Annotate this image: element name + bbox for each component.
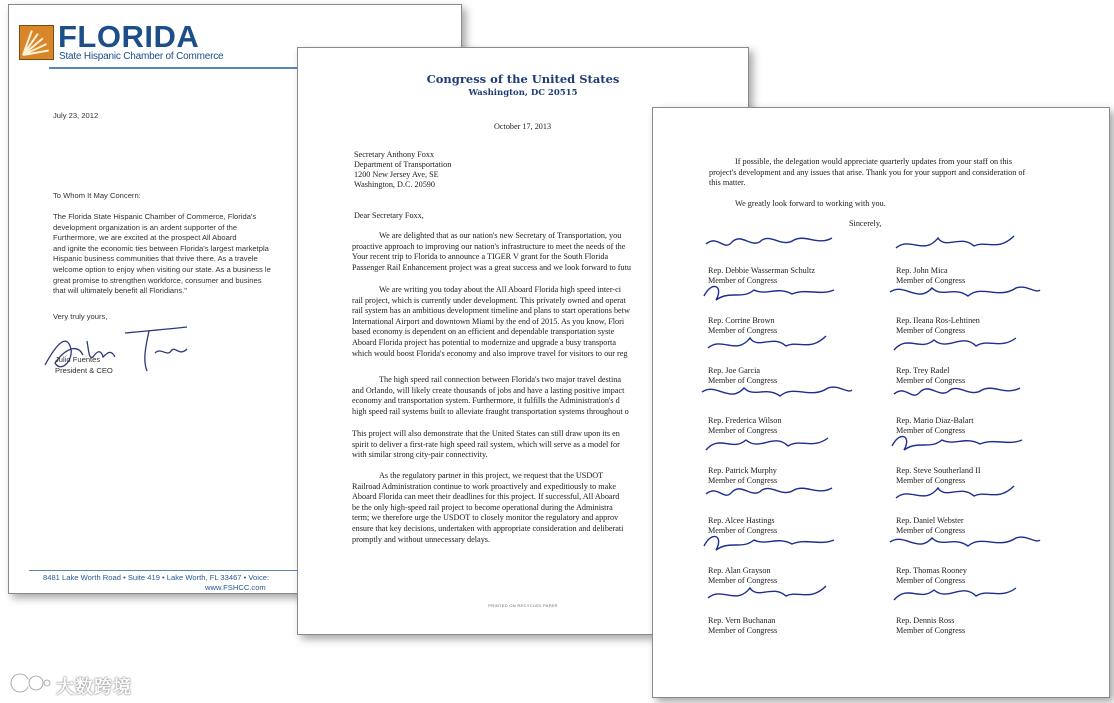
signer-name: Rep. Daniel Webster: [896, 516, 964, 525]
paragraph-line: proactive approach to improving our nation's infrastructure to meet the needs of the: [352, 241, 626, 251]
signer-role: Member of Congress: [896, 326, 966, 335]
handwritten-signature: [890, 277, 1040, 311]
handwritten-signature: [890, 227, 1040, 261]
paragraph-line: Your recent trip to Florida to announce a TIGER V grant for the South Florida: [352, 252, 609, 262]
watermark-text: 大数跨境: [56, 677, 132, 698]
paragraph-line: based economy is dependent on an efficient and dependable transportation syste: [352, 327, 615, 337]
handwritten-signature: [702, 327, 852, 361]
letter-date: July 23, 2012: [53, 111, 99, 120]
paragraph-line: As the regulatory partner in this project, we request that the USDOT: [379, 471, 604, 480]
signer-name: Rep. Ileana Ros-Lehtinen: [896, 316, 980, 325]
address-line: Washington, D.C. 20590: [354, 180, 435, 189]
signer-role: Member of Congress: [708, 526, 778, 535]
footer-address: 8481 Lake Worth Road • Suite 419 • Lake Worth, FL 33467 • Voice:: [43, 573, 270, 582]
salutation: Dear Secretary Foxx,: [354, 211, 424, 220]
paragraph-line: with similar strong city-pair connectivity.: [352, 450, 488, 460]
closing: Very truly yours,: [53, 312, 108, 321]
signer-name: Rep. John Mica: [896, 266, 948, 275]
signer-role: Member of Congress: [896, 526, 966, 535]
body-line: that will ultimately benefit all Floridians.": [53, 286, 187, 296]
paragraph-line: If possible, the delegation would appreciate quarterly updates from your staff on this: [735, 157, 1013, 166]
signer-name: Rep. Frederica Wilson: [708, 416, 782, 425]
handwritten-signature: [702, 377, 852, 411]
signer-role: Member of Congress: [708, 276, 778, 285]
salutation: To Whom It May Concern:: [53, 191, 141, 200]
handwritten-signature: [890, 477, 1040, 511]
signer-role: Member of Congress: [708, 576, 778, 585]
signer-name: Rep. Corrine Brown: [708, 316, 775, 325]
paragraph-line: Passenger Rail Enhancement project was a great success and we look forward to futu: [352, 262, 631, 272]
paragraph-line: ensure that key decisions, undertaken with appropriate consideration and deliberati: [352, 523, 624, 533]
signatures-page: [652, 107, 1110, 698]
signer-role: Member of Congress: [896, 426, 966, 435]
handwritten-signature: [702, 427, 852, 461]
signer-role: Member of Congress: [896, 576, 966, 585]
sincerely: Sincerely,: [849, 219, 882, 228]
signer-name: Rep. Joe Garcia: [708, 366, 761, 375]
paragraph-line: and Orlando, will likely create thousands of jobs and have a lasting positive impact: [352, 385, 625, 395]
paragraph-line: be the only high-speed rail project to become operational during the Administra: [352, 502, 613, 512]
paragraph-line: which would boost Florida's economy and also improve travel for visitors to our reg: [352, 348, 628, 358]
logo-title: FLORIDA: [58, 19, 200, 54]
signer-name: Rep. Debbie Wasserman Schultz: [708, 266, 815, 275]
paragraph-line: The high speed rail connection between Florida's two major travel destina: [379, 375, 622, 384]
body-line: and ignite the economic ties between Florida's largest marketpla: [53, 243, 269, 253]
signer-name: Rep. Alcee Hastings: [708, 516, 775, 525]
signer-role: Member of Congress: [896, 276, 966, 285]
closing-sentence: We greatly look forward to working with you.: [735, 199, 886, 208]
signer-name: Rep. Patrick Murphy: [708, 466, 777, 475]
handwritten-signature: [702, 477, 852, 511]
body-line: Hispanic business communities that thrive there. As a travele: [53, 254, 258, 264]
paragraph-line: spirit to deliver a first-rate high speed rail system, which will serve as a model for: [352, 439, 620, 449]
handwritten-signature: [890, 527, 1040, 561]
address-line: 1200 New Jersey Ave, SE: [354, 170, 439, 179]
handwritten-signature: [702, 577, 852, 611]
signer-role: Member of Congress: [708, 476, 778, 485]
paragraph-line: this matter.: [709, 178, 746, 188]
handwritten-signature: [890, 377, 1040, 411]
signer-name: Rep. Alan Grayson: [708, 566, 771, 575]
signer-role: Member of Congress: [708, 376, 778, 385]
body-line: welcome option to enjoy when visiting our state. As a business le: [53, 264, 271, 274]
address-line: Secretary Anthony Foxx: [354, 150, 435, 159]
signer-role: Member of Congress: [708, 426, 778, 435]
letterhead-subtitle: Washington, DC 20515: [468, 88, 578, 98]
signer-title: President & CEO: [55, 366, 113, 375]
body-line: The Florida State Hispanic Chamber of Commerce, Florida's: [53, 212, 257, 221]
signer-role: Member of Congress: [708, 326, 778, 335]
handwritten-signature: [890, 427, 1040, 461]
signer-name: Rep. Steve Southerland II: [896, 466, 981, 475]
paragraph-line: International Airport and downtown Miami by the end of 2015. As you know, Flori: [352, 316, 625, 326]
signer-name: Rep. Vern Buchanan: [708, 616, 776, 625]
watermark-logo-icon: [8, 670, 52, 696]
paragraph-line: promptly and without unnecessary delays.: [352, 534, 491, 544]
paragraph-line: Aboard Florida can meet their deadlines for this project. If successful, All Aboard: [352, 492, 620, 502]
body-line: development organization is an ardent supporter of the: [53, 222, 238, 232]
footer-website: www.FSHCC.com: [205, 583, 266, 592]
body-line: Furthermore, we are excited at the prospect All Aboard: [53, 233, 237, 243]
signer-role: Member of Congress: [896, 626, 966, 635]
signer-role: Member of Congress: [896, 476, 966, 485]
florida-sun-logo-icon: [19, 25, 54, 60]
handwritten-signature: [890, 577, 1040, 611]
logo-subtitle: State Hispanic Chamber of Commerce: [59, 51, 224, 62]
signature-block: [708, 585, 888, 635]
signer-role: Member of Congress: [896, 376, 966, 385]
recycled-paper-note: PRINTED ON RECYCLED PAPER: [488, 603, 558, 608]
paragraph-line: Railroad Administration continue to work proactively and expeditiously to make: [352, 481, 616, 491]
signer-name: Rep. Trey Radel: [896, 366, 950, 375]
letterhead-title: Congress of the United States: [426, 72, 620, 86]
paragraph-line: rail project, which is currently under development. This privately owned and operat: [352, 295, 626, 305]
paragraph-line: We are writing you today about the All Aboard Florida high speed inter-ci: [379, 285, 622, 294]
paragraph-line: We are delighted that as our nation's new Secretary of Transportation, you: [379, 231, 622, 240]
signer-name: Julio Fuentes: [55, 355, 101, 364]
handwritten-signature: [702, 527, 852, 561]
body-line: great promise to strengthen workforce, consumer and busines: [53, 275, 262, 285]
signer-name: Rep. Mario Diaz-Balart: [896, 416, 974, 425]
signature-block: [896, 585, 1076, 635]
handwritten-signature: [890, 327, 1040, 361]
letter-date: October 17, 2013: [494, 122, 552, 131]
paragraph-line: rail system has an ambitious development timeline and plans to start operations betw: [352, 306, 630, 316]
closing-paragraph: [709, 157, 1057, 189]
signer-name: Rep. Dennis Ross: [896, 616, 955, 625]
signer-role: Member of Congress: [708, 626, 778, 635]
paragraph-line: term; we therefore urge the USDOT to closely monitor the regulatory and approv: [352, 513, 619, 523]
paragraph-line: project's development and any issues that arise. Thank you for your support and consideration of: [709, 167, 1026, 177]
address-line: Department of Transportation: [354, 160, 452, 169]
paragraph-line: Aboard Florida project has potential to modernize and upgrade a busy transporta: [352, 337, 616, 347]
paragraph-line: This project will also demonstrate that the United States can still draw upon its en: [352, 429, 620, 438]
handwritten-signature: [702, 277, 852, 311]
signer-name: Rep. Thomas Rooney: [896, 566, 968, 575]
handwritten-signature: [702, 227, 852, 261]
paragraph-line: economy and transportation system. Furthermore, it fulfills the Administration's d: [352, 396, 620, 406]
paragraph-line: high speed rail systems built to alleviate fraught transportation systems throughout o: [352, 406, 629, 416]
